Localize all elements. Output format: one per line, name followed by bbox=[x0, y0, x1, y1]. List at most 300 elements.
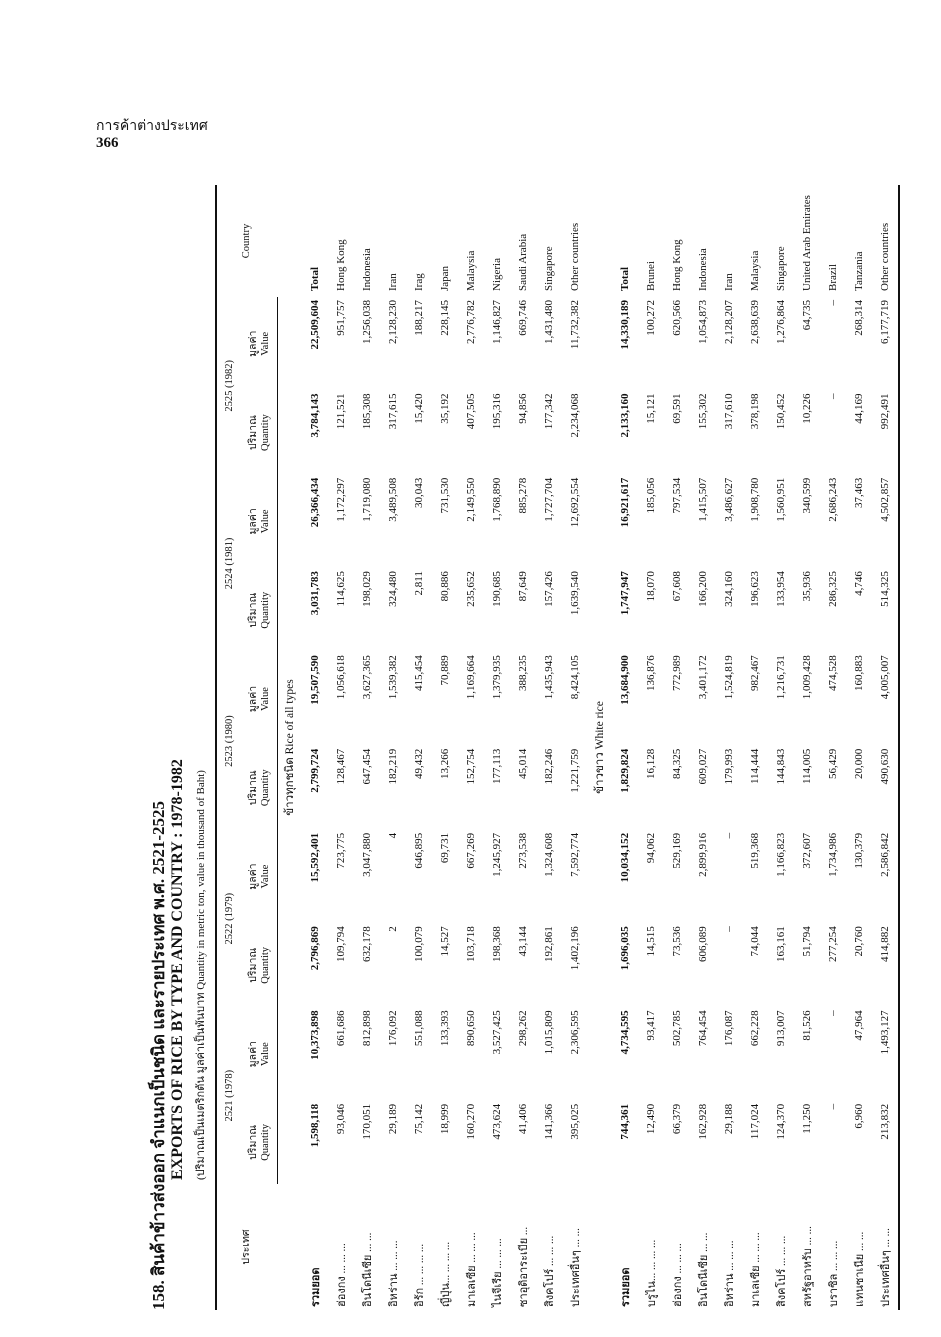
value-cell: 1,166,823 bbox=[775, 832, 787, 877]
quantity-cell: 11,250 bbox=[801, 1103, 813, 1134]
quantity-cell: 6,960 bbox=[853, 1103, 865, 1129]
quantity-header bbox=[243, 568, 278, 652]
value-cell: 3,527,425 bbox=[491, 1010, 503, 1055]
country-thai-cell: มาเลเซีย ... ... ... bbox=[466, 1232, 478, 1307]
quantity-cell: 124,370 bbox=[775, 1103, 787, 1140]
value-header-thai: มูลค่า bbox=[248, 1041, 259, 1068]
value-cell: 1,539,382 bbox=[387, 655, 399, 700]
value-cell: 519,368 bbox=[749, 832, 761, 869]
value-cell: 1,276,864 bbox=[775, 300, 787, 344]
value-cell: 1,324,608 bbox=[543, 832, 555, 877]
value-cell: 7,592,774 bbox=[569, 832, 581, 877]
quantity-cell: 632,178 bbox=[361, 926, 373, 963]
table-row bbox=[820, 185, 846, 1310]
country-en-cell: Hong Kong bbox=[671, 239, 683, 291]
value-cell: 913,007 bbox=[775, 1010, 787, 1047]
quantity-header bbox=[243, 923, 278, 1007]
value-cell: 1,009,428 bbox=[801, 655, 813, 700]
quantity-cell: 160,270 bbox=[465, 1103, 477, 1140]
quantity-cell: 395,025 bbox=[569, 1103, 581, 1140]
quantity-cell: – bbox=[827, 1103, 839, 1110]
year-header: 2521 (1978) bbox=[216, 1007, 243, 1184]
quantity-cell: 20,000 bbox=[853, 748, 865, 779]
quantity-cell: 170,051 bbox=[361, 1103, 373, 1140]
value-cell: 2,899,916 bbox=[697, 832, 709, 877]
quantity-cell: 744,361 bbox=[619, 1103, 631, 1140]
rotated-table-page bbox=[145, 185, 905, 1310]
country-en-cell: Other countries bbox=[569, 222, 581, 291]
table-title-english: EXPORTS OF RICE BY TYPE AND COUNTRY : 1978-1982 bbox=[169, 759, 186, 1180]
section-header-row bbox=[588, 185, 612, 1310]
value-cell: 2,776,782 bbox=[465, 300, 477, 344]
section-label-thai: ข้าวขาว bbox=[594, 752, 606, 794]
country-thai-cell: อินโดนีเซีย ... ... bbox=[362, 1232, 374, 1307]
value-header bbox=[243, 297, 278, 391]
year-header: 2524 (1981) bbox=[216, 475, 243, 653]
quantity-cell: 1,221,759 bbox=[569, 748, 581, 793]
quantity-cell: 29,188 bbox=[723, 1103, 735, 1135]
value-cell: 1,256,038 bbox=[361, 300, 373, 344]
table-row bbox=[638, 185, 664, 1310]
value-cell: 1,015,809 bbox=[543, 1010, 555, 1055]
value-header-en: Value bbox=[260, 331, 271, 356]
value-cell: 2,149,550 bbox=[465, 477, 477, 522]
quantity-cell: 2 bbox=[387, 926, 399, 932]
quantity-cell: 150,452 bbox=[775, 393, 787, 430]
value-cell: 1,216,731 bbox=[775, 655, 787, 700]
quantity-cell: 2,234,068 bbox=[569, 393, 581, 438]
quantity-cell: 114,625 bbox=[335, 571, 347, 607]
quantity-cell: 490,630 bbox=[872, 746, 899, 830]
quantity-cell: 198,368 bbox=[491, 926, 503, 963]
value-cell: 1,054,873 bbox=[697, 300, 709, 344]
quantity-cell: 407,505 bbox=[465, 393, 477, 430]
value-cell: 667,269 bbox=[465, 832, 477, 869]
value-cell: 94,062 bbox=[645, 832, 657, 864]
quantity-cell: 43,144 bbox=[517, 926, 529, 957]
table-row bbox=[846, 185, 872, 1310]
value-cell: 6,177,719 bbox=[872, 297, 899, 391]
quantity-cell: 235,652 bbox=[465, 571, 477, 607]
value-cell: 415,454 bbox=[413, 655, 425, 692]
quantity-cell: 1,696,035 bbox=[619, 926, 631, 971]
quantity-cell: 18,070 bbox=[645, 571, 657, 602]
value-cell: 133,393 bbox=[439, 1010, 451, 1047]
value-cell: 723,775 bbox=[335, 832, 347, 869]
quantity-cell: 93,046 bbox=[335, 1103, 347, 1135]
quantity-cell: 84,325 bbox=[671, 748, 683, 779]
value-cell: 1,415,507 bbox=[697, 477, 709, 522]
country-en-cell: Iran bbox=[723, 273, 735, 291]
value-cell: 268,314 bbox=[853, 300, 865, 336]
value-cell: 176,087 bbox=[723, 1010, 735, 1047]
value-cell: 176,092 bbox=[387, 1010, 399, 1047]
quantity-cell: 609,027 bbox=[697, 748, 709, 785]
value-cell: 1,768,890 bbox=[491, 477, 503, 522]
table-row bbox=[794, 185, 820, 1310]
country-en-cell: Brazil bbox=[827, 264, 839, 291]
quantity-cell: 51,794 bbox=[801, 926, 813, 957]
value-cell: 13,684,900 bbox=[619, 655, 631, 705]
quantity-cell: 69,591 bbox=[671, 393, 683, 424]
value-cell: 2,638,639 bbox=[749, 300, 761, 344]
value-header bbox=[243, 652, 278, 745]
quantity-cell: 2,811 bbox=[413, 571, 425, 596]
quantity-cell: 1,747,947 bbox=[619, 571, 631, 616]
quantity-cell: 152,754 bbox=[465, 748, 477, 785]
quantity-cell: 66,379 bbox=[671, 1103, 683, 1135]
value-cell: 2,128,207 bbox=[723, 300, 735, 344]
value-cell: 662,228 bbox=[749, 1010, 761, 1047]
value-header-thai: มูลค่า bbox=[248, 685, 259, 713]
quantity-cell: 117,024 bbox=[749, 1103, 761, 1140]
table-row bbox=[432, 185, 458, 1310]
value-cell: 22,509,604 bbox=[309, 300, 321, 350]
quantity-cell: 166,200 bbox=[697, 571, 709, 607]
value-cell: 1,379,935 bbox=[491, 655, 503, 700]
value-cell: 15,592,401 bbox=[309, 832, 321, 883]
quantity-cell: 2,133,160 bbox=[619, 393, 631, 438]
country-thai-header: ประเทศ bbox=[216, 1184, 278, 1310]
value-cell: 64,735 bbox=[801, 300, 813, 331]
quantity-cell: 12,490 bbox=[645, 1103, 657, 1135]
quantity-cell: 1,598,118 bbox=[309, 1103, 321, 1148]
quantity-cell: 473,624 bbox=[491, 1103, 503, 1140]
value-cell: 885,278 bbox=[517, 477, 529, 514]
value-cell: 19,507,590 bbox=[309, 655, 321, 705]
value-header-en: Value bbox=[260, 864, 271, 889]
country-en-cell: Irag bbox=[413, 273, 425, 291]
value-header-en: Value bbox=[260, 509, 271, 534]
value-cell: 298,262 bbox=[517, 1010, 529, 1047]
quantity-cell: 121,521 bbox=[335, 393, 347, 430]
quantity-cell: 1,639,540 bbox=[569, 571, 581, 616]
table-row bbox=[510, 185, 536, 1310]
country-en-cell: Malaysia bbox=[749, 250, 761, 291]
table-row bbox=[536, 185, 562, 1310]
quantity-header-thai: ปริมาณ bbox=[248, 1124, 259, 1160]
table-row bbox=[458, 185, 484, 1310]
quantity-cell: 74,044 bbox=[749, 926, 761, 957]
value-cell: 37,463 bbox=[853, 477, 865, 508]
quantity-cell: 177,342 bbox=[543, 393, 555, 430]
section-header-row bbox=[278, 185, 303, 1310]
country-en-cell: Hong Kong bbox=[335, 239, 347, 291]
quantity-cell: 514,325 bbox=[872, 568, 899, 652]
value-cell: 160,883 bbox=[853, 655, 865, 692]
value-cell: 2,128,230 bbox=[387, 300, 399, 344]
section-label-en: Rice of all types bbox=[284, 679, 296, 755]
quantity-cell: 13,266 bbox=[439, 748, 451, 779]
quantity-cell: 16,128 bbox=[645, 748, 657, 779]
quantity-cell: 162,928 bbox=[697, 1103, 709, 1140]
value-cell: 100,272 bbox=[645, 300, 657, 336]
value-cell: 14,330,189 bbox=[619, 300, 631, 350]
country-thai-cell: อิรัก ... ... ... ... bbox=[414, 1243, 426, 1307]
country-thai-cell: รวมยอด bbox=[310, 1267, 322, 1307]
section-label bbox=[588, 185, 612, 1310]
quantity-cell: 163,161 bbox=[775, 926, 787, 963]
quantity-cell: 3,784,143 bbox=[309, 393, 321, 438]
value-header-en: Value bbox=[260, 1042, 271, 1067]
value-header-thai: มูลค่า bbox=[248, 330, 259, 357]
country-thai-cell: บรูไน... ... ... ... bbox=[646, 1239, 658, 1307]
country-thai-cell: ซาอุดิอาระเบีย ... bbox=[518, 1226, 530, 1307]
quantity-cell: 73,536 bbox=[671, 926, 683, 957]
table-row bbox=[664, 185, 690, 1310]
value-cell: 982,467 bbox=[749, 655, 761, 692]
value-cell: 4,502,857 bbox=[872, 475, 899, 568]
value-cell: 3,489,508 bbox=[387, 477, 399, 522]
table-row bbox=[354, 185, 380, 1310]
country-en-cell: Total bbox=[309, 266, 321, 291]
quantity-cell: 35,192 bbox=[439, 393, 451, 424]
country-thai-cell: แทนซาเนีย ... ... bbox=[854, 1231, 866, 1307]
value-cell: 70,889 bbox=[439, 655, 451, 686]
value-cell: 11,732,382 bbox=[569, 300, 581, 350]
country-en-cell: Indonesia bbox=[361, 248, 373, 291]
quantity-cell: 157,426 bbox=[543, 571, 555, 607]
country-thai-cell: อิหร่าน ... ... ... bbox=[388, 1240, 400, 1307]
quantity-cell: 41,406 bbox=[517, 1103, 529, 1135]
quantity-cell: 182,219 bbox=[387, 748, 399, 785]
quantity-cell: 29,189 bbox=[387, 1103, 399, 1135]
value-cell: 4 bbox=[387, 832, 399, 839]
year-header: 2522 (1979) bbox=[216, 830, 243, 1008]
value-cell: 2,686,243 bbox=[827, 477, 839, 522]
quantity-cell: 317,610 bbox=[723, 393, 735, 430]
value-header bbox=[243, 1007, 278, 1100]
quantity-cell: – bbox=[723, 926, 735, 932]
year-header: 2525 (1982) bbox=[216, 297, 243, 475]
value-cell: 1,169,664 bbox=[465, 655, 477, 700]
quantity-cell: 1,829,824 bbox=[619, 748, 631, 793]
quantity-cell: 18,999 bbox=[439, 1103, 451, 1135]
value-cell: 372,607 bbox=[801, 832, 813, 869]
value-cell: 2,306,595 bbox=[569, 1010, 581, 1055]
quantity-cell: 286,325 bbox=[827, 571, 839, 607]
quantity-cell: 190,685 bbox=[491, 571, 503, 607]
value-cell: 1,435,943 bbox=[543, 655, 555, 700]
table-unit-note bbox=[191, 770, 209, 1180]
value-cell: 16,921,617 bbox=[619, 477, 631, 528]
quantity-cell: 56,429 bbox=[827, 748, 839, 779]
value-cell: 1,146,827 bbox=[491, 300, 503, 344]
table-row bbox=[716, 185, 742, 1310]
country-en-header: Country bbox=[216, 185, 278, 297]
table-row bbox=[406, 185, 432, 1310]
value-cell: 951,757 bbox=[335, 300, 347, 336]
value-header-thai: มูลค่า bbox=[248, 863, 259, 890]
table-row bbox=[768, 185, 794, 1310]
value-cell: 812,898 bbox=[361, 1010, 373, 1047]
table-row bbox=[562, 185, 588, 1310]
quantity-cell: 87,649 bbox=[517, 571, 529, 602]
page-number: 366 bbox=[96, 135, 119, 151]
value-cell: 764,454 bbox=[697, 1010, 709, 1047]
value-cell: 130,379 bbox=[853, 832, 865, 869]
country-thai-cell: สิงคโปร์ ... ... ... bbox=[544, 1235, 556, 1307]
unit-note-english: Quantity in metric ton, value in thousand of Baht) bbox=[195, 770, 207, 990]
quantity-header bbox=[243, 391, 278, 475]
quantity-cell: 67,608 bbox=[671, 571, 683, 602]
quantity-cell: 80,886 bbox=[439, 571, 451, 602]
quantity-header-thai: ปริมาณ bbox=[248, 947, 259, 983]
quantity-header-en: Quantity bbox=[260, 591, 271, 629]
quantity-cell: 100,079 bbox=[413, 926, 425, 963]
quantity-header-en: Quantity bbox=[260, 769, 271, 807]
value-cell: 1,056,618 bbox=[335, 655, 347, 700]
quantity-cell: 324,160 bbox=[723, 571, 735, 607]
quantity-header-en: Quantity bbox=[260, 1124, 271, 1161]
value-cell: 4,005,007 bbox=[872, 652, 899, 745]
value-cell: 1,727,704 bbox=[543, 477, 555, 522]
value-cell: 1,245,927 bbox=[491, 832, 503, 877]
quantity-header-thai: ปริมาณ bbox=[248, 770, 259, 806]
value-cell: 3,627,365 bbox=[361, 655, 373, 700]
quantity-cell: 114,005 bbox=[801, 748, 813, 785]
quantity-header-en: Quantity bbox=[260, 414, 271, 451]
country-en-cell: Indonesia bbox=[697, 248, 709, 291]
country-thai-cell: ประเทศอื่นๆ ... ... bbox=[570, 1228, 582, 1307]
value-cell: 69,731 bbox=[439, 832, 451, 864]
country-en-cell: Total bbox=[619, 266, 631, 291]
quantity-cell: 606,089 bbox=[697, 926, 709, 963]
value-cell: 502,785 bbox=[671, 1010, 683, 1047]
value-cell: 1,560,951 bbox=[775, 477, 787, 522]
country-en-cell: Japan bbox=[439, 265, 451, 291]
quantity-cell: 49,432 bbox=[413, 748, 425, 779]
country-thai-cell: อิหร่าน ... ... ... bbox=[724, 1240, 736, 1307]
total-row bbox=[612, 185, 638, 1310]
value-cell: 388,235 bbox=[517, 655, 529, 692]
value-cell: 3,047,880 bbox=[361, 832, 373, 877]
value-cell: 1,431,480 bbox=[543, 300, 555, 344]
country-thai-cell: สหรัฐอาหรับ ... ... bbox=[802, 1226, 814, 1307]
value-cell: 669,746 bbox=[517, 300, 529, 336]
quantity-cell: 128,467 bbox=[335, 748, 347, 785]
quantity-cell: 992,491 bbox=[872, 391, 899, 475]
value-cell: 890,650 bbox=[465, 1010, 477, 1047]
country-en-cell: Malaysia bbox=[465, 250, 477, 291]
country-thai-cell: บราซิล ... ... ... bbox=[828, 1240, 840, 1307]
value-cell: 185,056 bbox=[645, 477, 657, 514]
value-cell: 731,530 bbox=[439, 477, 451, 514]
quantity-cell: 109,794 bbox=[335, 926, 347, 963]
quantity-cell: 114,444 bbox=[749, 748, 761, 785]
value-cell: 772,989 bbox=[671, 655, 683, 692]
quantity-cell: 1,402,196 bbox=[569, 926, 581, 971]
table-number: 158. bbox=[149, 1280, 168, 1310]
quantity-cell: 2,796,869 bbox=[309, 926, 321, 971]
quantity-header bbox=[243, 746, 278, 830]
quantity-cell: 182,246 bbox=[543, 748, 555, 785]
country-thai-cell: ญี่ปุ่น... ... ... ... bbox=[440, 1241, 452, 1307]
quantity-cell: 20,760 bbox=[853, 926, 865, 957]
value-header bbox=[243, 830, 278, 923]
value-cell: 661,686 bbox=[335, 1010, 347, 1047]
quantity-cell: 185,308 bbox=[361, 393, 373, 430]
value-cell: 136,876 bbox=[645, 655, 657, 692]
value-cell: 81,526 bbox=[801, 1010, 813, 1041]
value-cell: 1,524,819 bbox=[723, 655, 735, 700]
value-cell: 797,534 bbox=[671, 477, 683, 514]
quantity-cell: 155,302 bbox=[697, 393, 709, 430]
value-header bbox=[243, 475, 278, 568]
table-row bbox=[328, 185, 354, 1310]
table-row bbox=[484, 185, 510, 1310]
table-title-thai-text: สินค้าข้าวส่งออก จำแนกเป็นชนิด และรายประเทศ พ.ศ. 2521-2525 bbox=[149, 801, 168, 1276]
quantity-cell: 414,882 bbox=[872, 923, 899, 1007]
value-header-en: Value bbox=[260, 687, 271, 711]
quantity-cell: 4,746 bbox=[853, 571, 865, 596]
header-row-measures bbox=[243, 185, 278, 1310]
value-cell: 529,169 bbox=[671, 832, 683, 869]
quantity-cell: 10,226 bbox=[801, 393, 813, 424]
quantity-cell: 196,623 bbox=[749, 571, 761, 607]
quantity-cell: 144,843 bbox=[775, 748, 787, 785]
country-thai-cell: ไนจีเรีย ... ... ... bbox=[492, 1238, 504, 1307]
value-cell: 1,172,297 bbox=[335, 477, 347, 522]
country-thai-cell: อินโดนีเซีย ... ... bbox=[698, 1232, 710, 1307]
quantity-cell: 378,198 bbox=[749, 393, 761, 430]
country-en-cell: United Arab Emirates bbox=[801, 195, 813, 291]
quantity-cell: 277,254 bbox=[827, 926, 839, 963]
value-cell: 620,566 bbox=[671, 300, 683, 336]
value-cell: 30,043 bbox=[413, 477, 425, 508]
value-cell: 1,734,986 bbox=[827, 832, 839, 877]
quantity-cell: 103,718 bbox=[465, 926, 477, 963]
table-row bbox=[380, 185, 406, 1310]
value-cell: 3,401,172 bbox=[697, 655, 709, 700]
quantity-header bbox=[243, 1101, 278, 1184]
year-header: 2523 (1980) bbox=[216, 652, 243, 830]
quantity-cell: 317,615 bbox=[387, 393, 399, 430]
table-row bbox=[872, 185, 899, 1310]
unit-note-thai: (ปริมาณเป็นเมตริกตัน มูลค่าเป็นพันบาท bbox=[195, 992, 207, 1180]
quantity-cell: 45,014 bbox=[517, 748, 529, 779]
value-cell: – bbox=[827, 300, 839, 306]
quantity-cell: 15,420 bbox=[413, 393, 425, 424]
country-en-cell: Brunei bbox=[645, 261, 657, 291]
quantity-cell: 192,861 bbox=[543, 926, 555, 963]
country-en-cell: Singapore bbox=[543, 246, 555, 291]
value-cell: 228,145 bbox=[439, 300, 451, 336]
country-thai-cell: สิงคโปร์ ... ... ... bbox=[776, 1235, 788, 1307]
country-en-cell: Nigeria bbox=[491, 258, 503, 291]
quantity-cell: 195,316 bbox=[491, 393, 503, 430]
country-thai-cell: ฮ่องกง ... ... ... bbox=[336, 1243, 348, 1307]
value-cell: 188,217 bbox=[413, 300, 425, 336]
value-cell: – bbox=[827, 1010, 839, 1016]
value-cell: 1,908,780 bbox=[749, 477, 761, 522]
quantity-cell: 133,954 bbox=[775, 571, 787, 607]
table-title-thai bbox=[145, 801, 172, 1310]
value-cell: 26,366,434 bbox=[309, 477, 321, 528]
header-row-years bbox=[216, 185, 243, 1310]
rice-exports-table bbox=[215, 185, 900, 1310]
value-header-thai: มูลค่า bbox=[248, 508, 259, 535]
quantity-cell: 179,993 bbox=[723, 748, 735, 785]
section-label-en: White rice bbox=[594, 701, 606, 750]
quantity-cell: 213,832 bbox=[872, 1101, 899, 1184]
value-cell: 47,964 bbox=[853, 1010, 865, 1041]
country-en-cell: Tanzania bbox=[853, 251, 865, 291]
quantity-cell: 141,366 bbox=[543, 1103, 555, 1140]
quantity-cell: 2,799,724 bbox=[309, 748, 321, 793]
quantity-header-en: Quantity bbox=[260, 946, 271, 984]
quantity-cell: 3,031,783 bbox=[309, 571, 321, 616]
